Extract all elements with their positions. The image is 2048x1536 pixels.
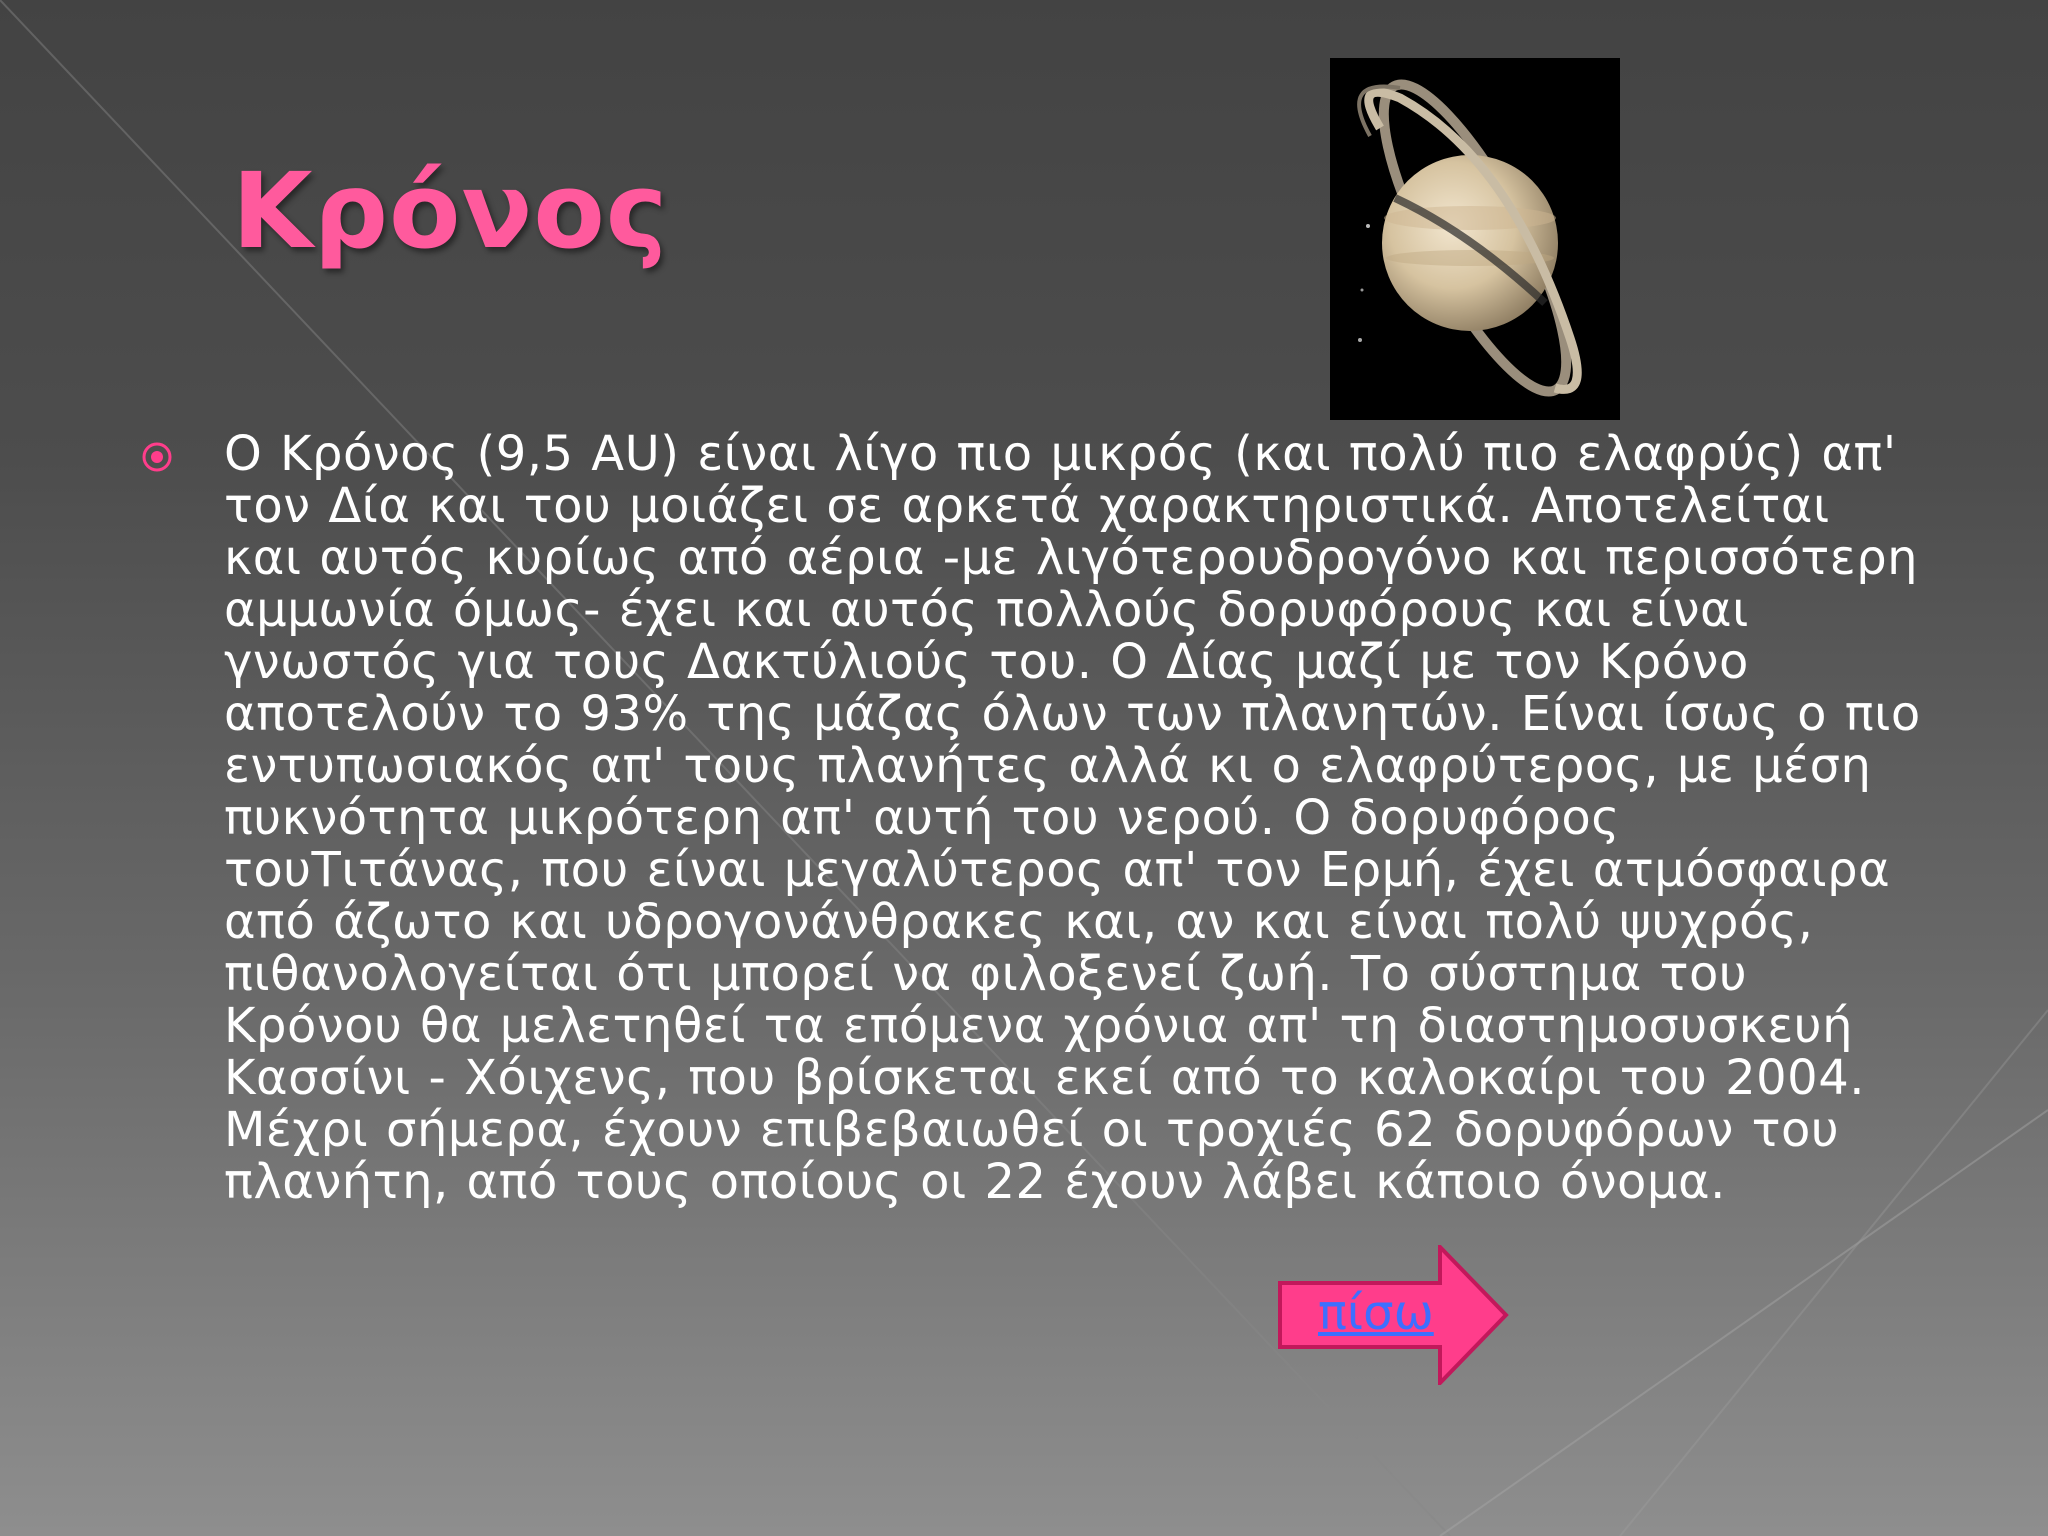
back-link[interactable]: πίσω [1318,1285,1434,1341]
slide-title: Κρόνος [232,150,669,272]
body-paragraph: Ο Κρόνος (9,5 AU) είναι λίγο πιο μικρός (και πολύ πιο ελαφρύς) απ' τον Δία και του μοιάζει σε αρκετά χαρακτηριστικά. Αποτελείται και αυτός κυρίως από αέρια -με λιγότερουδρογόνο και περισσότερη αμμωνία όμως- έχει και αυτός πολλούς δορυφόρους και είναι γνωστός για τους Δακτύλιούς του. Ο Δίας μαζί με τον Κρόνο αποτελούν το 93% της μάζας όλων των πλανητών. Είναι ίσως ο πιο εντυπωσιακός απ' τους πλανήτες αλλά κι ο ελαφρύτερος, με μέση πυκνότητα μικρότερη απ' αυτή του νερού. Ο δορυφόρος τουΤιτάνας, που είναι μεγαλύτερος απ' τον Ερμή, έχει ατμόσφαιρα από άζωτο και υδρογονάνθρακες και, αν και είναι πολύ ψυχρός, πιθανολογείται ότι μπορεί να φιλοξενεί ζωή. Το σύστημα του Κρόνου θα μελετηθεί τα επόμενα χρόνια απ' τη διαστημοσυσκευή Κασσίνι - Χόιχενς, που βρίσκεται εκεί από το καλοκαίρι του 2004. Μέχρι σήμερα, έχουν επιβεβαιωθεί οι τροχιές 62 δορυφόρων του πλανήτη, από τους οποίους οι 22 έχουν λάβει κάποιο όνομα. [224,426,1921,1210]
back-button[interactable] [1278,1245,1510,1385]
saturn-image [1330,58,1620,420]
target-bullet-icon [140,440,174,474]
